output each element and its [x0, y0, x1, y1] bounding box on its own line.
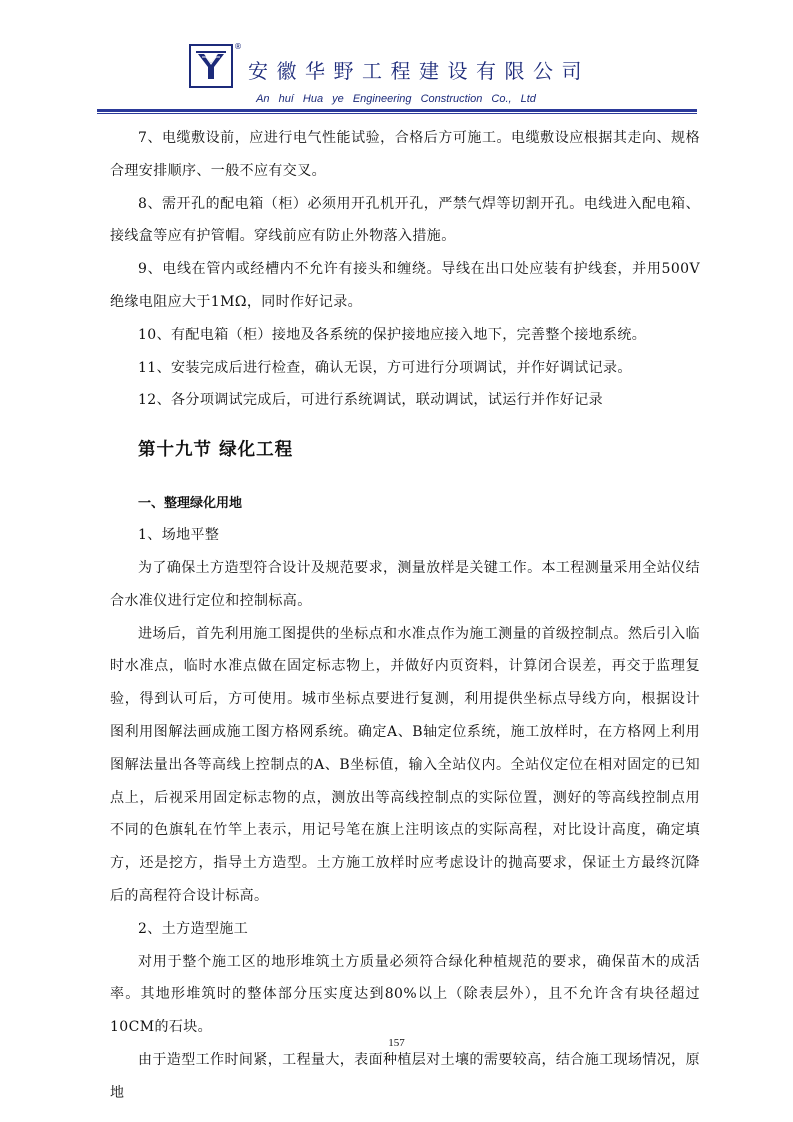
- subsection-heading: 一、整理绿化用地: [138, 496, 243, 512]
- header-rule-thin: [97, 113, 697, 114]
- paragraph: 由于造型工作时间紧，工程量大，表面种植层对土壤的需要较高，结合施工现场情况，原地: [110, 1051, 700, 1101]
- paragraph: 11、安装完成后进行检查，确认无误，方可进行分项调试，并作好调试记录。: [138, 359, 632, 376]
- company-logo: [189, 44, 233, 88]
- company-name-en: An huí Hua ye Engineering Construction Co., Ltd: [256, 93, 536, 105]
- company-logo-icon: [194, 49, 228, 83]
- paragraph: 为了确保土方造型符合设计及规范要求，测量放样是关键工作。本工程测量采用全站仪结合水准仪进行定位和控制标高。: [110, 559, 700, 609]
- paragraph: 8、需开孔的配电箱（柜）必须用开孔机开孔，严禁气焊等切割开孔。电线进入配电箱、接线盒等应有护管帽。穿线前应有防止外物落入措施。: [110, 195, 700, 245]
- paragraph: 进场后，首先利用施工图提供的坐标点和水准点作为施工测量的首级控制点。然后引入临时水准点，临时水准点做在固定标志物上，并做好内页资料，计算闭合误差，再交于监理复验，得到认可后，方可使用。城市坐标点要进行复测，利用提供坐标点导线方向，根据设计图利用图解法画成施工图方格网系统。确定A、B轴定位系统，施工放样时，在方格网上利用图解法量出各等高线上控制点的A、B坐标值，输入全站仪内。全站仪定位在相对固定的已知点上，后视采用固定标志物的点，测放出等高线控制点的实际位置，测好的等高线控制点用不同的色旗轧在竹竿上表示，用记号笔在旗上注明该点的实际高程，对比设计高度，确定填方，还是挖方，指导土方造型。土方施工放样时应考虑设计的抛高要求，保证土方最终沉降后的高程符合设计标高。: [110, 625, 700, 904]
- paragraph: 对用于整个施工区的地形堆筑土方质量必须符合绿化种植规范的要求，确保苗木的成活率。其地形堆筑时的整体部分压实度达到80%以上（除表层外），且不允许含有块径超过10CM的石块。: [110, 953, 700, 1036]
- page-header: [0, 0, 793, 120]
- company-name-cn: 安徽华野工程建设有限公司: [248, 59, 590, 83]
- registered-mark: ®: [234, 42, 242, 51]
- paragraph: 2、土方造型施工: [138, 920, 249, 937]
- document-body: [110, 122, 700, 1110]
- header-rule-thick: [97, 109, 697, 112]
- section-title: 第十九节 绿化工程: [138, 440, 294, 461]
- page-number: 157: [388, 1037, 405, 1049]
- paragraph: 9、电线在管内或经槽内不允许有接头和缠绕。导线在出口处应装有护线套，并用500V绝缘电阻应大于1MΩ，同时作好记录。: [110, 261, 700, 310]
- paragraph: 10、有配电箱（柜）接地及各系统的保护接地应接入地下，完善整个接地系统。: [138, 326, 647, 343]
- paragraph: 1、场地平整: [138, 527, 220, 544]
- paragraph: 7、电缆敷设前，应进行电气性能试验，合格后方可施工。电缆敷设应根据其走向、规格合理安排顺序、一般不应有交叉。: [110, 130, 700, 179]
- paragraph: 12、各分项调试完成后，可进行系统调试，联动调试，试运行并作好记录: [138, 392, 604, 409]
